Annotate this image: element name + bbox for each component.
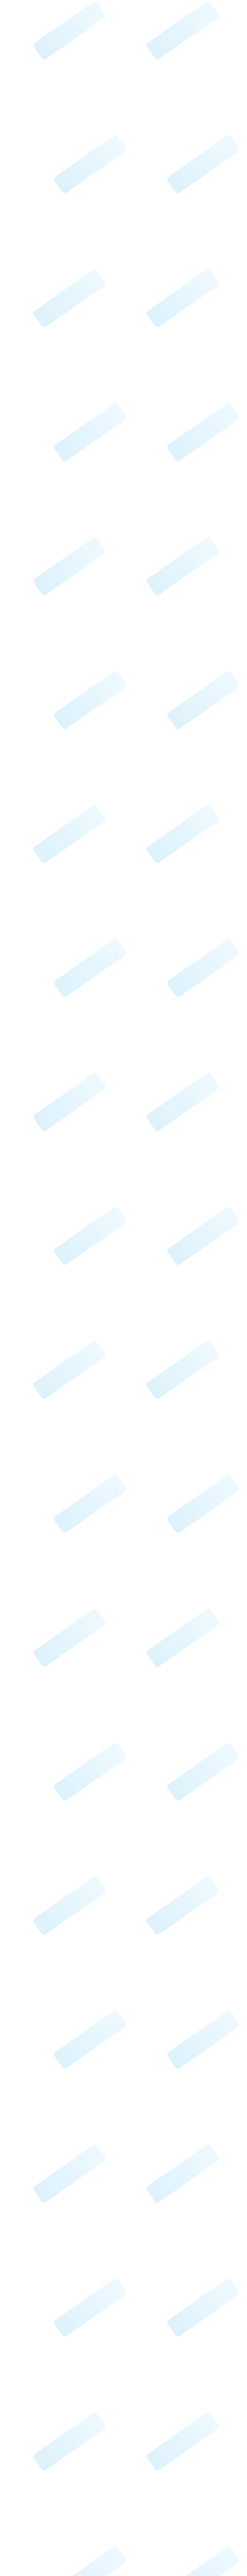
body-paragraph xyxy=(4,272,243,277)
body-paragraph xyxy=(4,118,243,124)
body-paragraph xyxy=(4,126,243,131)
body-paragraph xyxy=(4,221,243,226)
body-paragraph xyxy=(4,162,243,168)
body-paragraph xyxy=(4,4,243,10)
body-paragraph xyxy=(4,235,243,241)
body-paragraph xyxy=(4,184,243,190)
body-paragraph xyxy=(4,140,243,146)
body-paragraph xyxy=(4,105,243,111)
body-paragraph xyxy=(4,279,243,284)
body-paragraph xyxy=(4,83,243,89)
sub-heading xyxy=(4,112,243,118)
section-heading xyxy=(4,258,243,264)
body-paragraph xyxy=(4,344,243,350)
sub-heading xyxy=(4,78,243,83)
section-heading xyxy=(4,133,243,140)
body-paragraph xyxy=(4,264,243,270)
section-heading xyxy=(4,214,243,220)
section-heading xyxy=(4,71,243,77)
body-paragraph xyxy=(4,62,243,68)
section-heading xyxy=(4,34,243,40)
body-paragraph xyxy=(4,366,243,372)
body-paragraph xyxy=(4,198,243,204)
body-paragraph xyxy=(4,170,243,175)
body-paragraph xyxy=(4,242,243,248)
body-paragraph xyxy=(4,300,243,306)
section-heading xyxy=(4,177,243,183)
body-paragraph xyxy=(4,308,243,314)
body-paragraph xyxy=(4,206,243,212)
body-paragraph xyxy=(4,330,243,335)
body-paragraph xyxy=(4,48,243,54)
body-paragraph xyxy=(4,147,243,153)
body-paragraph xyxy=(4,286,243,292)
body-paragraph xyxy=(4,352,243,358)
body-paragraph xyxy=(4,323,243,328)
body-paragraph xyxy=(4,41,243,46)
body-paragraph xyxy=(4,91,243,96)
body-paragraph xyxy=(4,155,243,160)
section-heading xyxy=(4,337,243,344)
body-paragraph xyxy=(4,191,243,197)
body-paragraph xyxy=(4,98,243,104)
body-paragraph xyxy=(4,55,243,61)
body-paragraph xyxy=(4,19,243,24)
document-body xyxy=(4,4,243,372)
body-paragraph xyxy=(4,249,243,255)
body-paragraph xyxy=(4,11,243,17)
body-paragraph xyxy=(4,359,243,365)
body-paragraph xyxy=(4,315,243,321)
section-heading xyxy=(4,294,243,300)
body-paragraph xyxy=(4,228,243,233)
body-paragraph xyxy=(4,26,243,32)
